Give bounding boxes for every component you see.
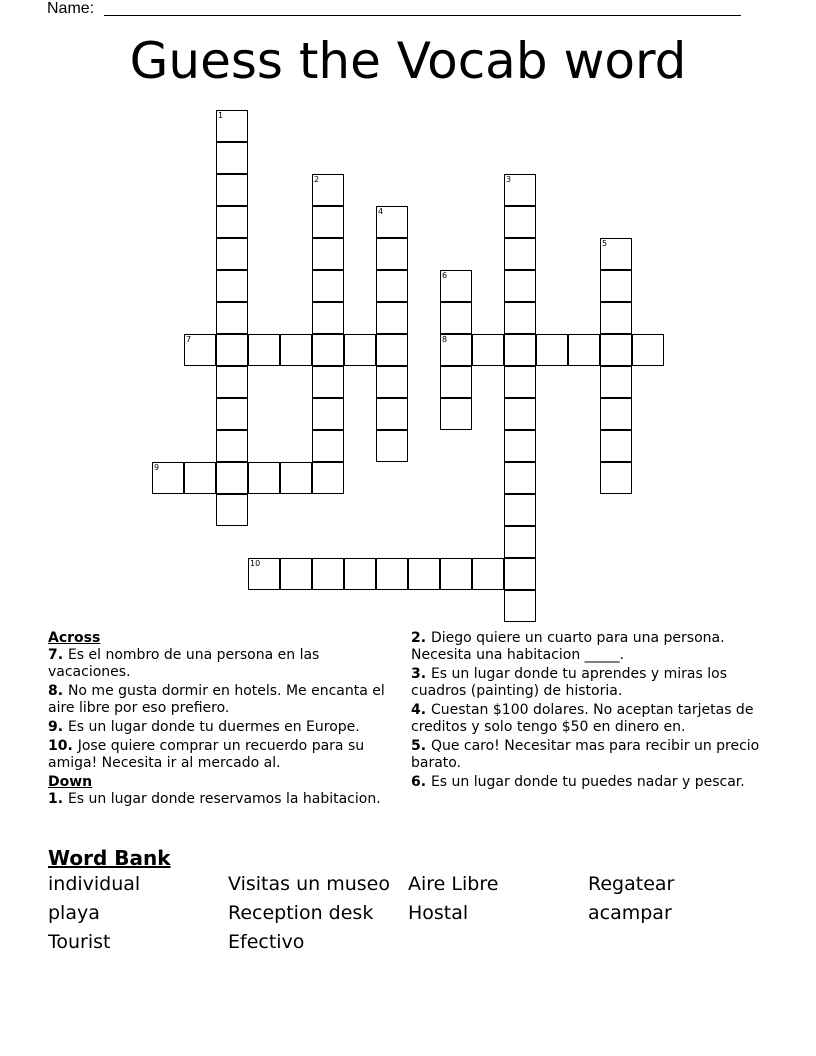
crossword-cell[interactable] xyxy=(376,302,408,334)
clue-item xyxy=(411,774,767,791)
crossword-cell[interactable] xyxy=(280,462,312,494)
crossword-cell[interactable] xyxy=(216,366,248,398)
crossword-cell[interactable] xyxy=(312,174,344,206)
crossword-cell[interactable] xyxy=(312,462,344,494)
name-label: Name: xyxy=(47,0,95,17)
crossword-cell[interactable] xyxy=(600,334,632,366)
clue-item xyxy=(48,719,393,736)
crossword-cell[interactable] xyxy=(216,110,248,142)
crossword-cell[interactable] xyxy=(184,462,216,494)
crossword-cell[interactable] xyxy=(312,334,344,366)
crossword-cell[interactable] xyxy=(344,558,376,590)
crossword-cell[interactable] xyxy=(600,366,632,398)
clue-item xyxy=(411,738,767,772)
crossword-cell[interactable] xyxy=(248,558,280,590)
clue-item xyxy=(48,738,393,772)
clue-number: 9 xyxy=(154,463,160,472)
clues-right-column xyxy=(411,630,767,793)
crossword-cell[interactable] xyxy=(344,334,376,366)
crossword-cell[interactable] xyxy=(440,302,472,334)
clue-number: 1 xyxy=(218,111,224,120)
crossword-cell[interactable] xyxy=(376,270,408,302)
clue-number: 8 xyxy=(442,335,448,344)
crossword-cell[interactable] xyxy=(216,334,248,366)
clue-item-number: 10. xyxy=(48,738,78,754)
crossword-cell[interactable] xyxy=(504,526,536,558)
clue-item-text: Es un lugar donde tu duermes en Europe. xyxy=(67,719,360,735)
clue-item-text: Que caro! Necesitar mas para recibir un precio barato. xyxy=(411,738,760,771)
clue-item-text: Es el nombro de una persona en las vacaciones. xyxy=(48,647,320,680)
crossword-cell[interactable] xyxy=(216,142,248,174)
crossword-cell[interactable] xyxy=(216,398,248,430)
clue-item-text: No me gusta dormir en hotels. Me encanta el aire libre por eso prefiero. xyxy=(48,683,385,716)
word-bank-item: playa xyxy=(48,902,100,924)
crossword-cell[interactable] xyxy=(376,430,408,462)
crossword-cell[interactable] xyxy=(504,430,536,462)
crossword-cell[interactable] xyxy=(568,334,600,366)
crossword-cell[interactable] xyxy=(600,462,632,494)
word-bank-item: acampar xyxy=(588,902,672,924)
word-bank-item: Visitas un museo xyxy=(228,873,390,895)
crossword-cell[interactable] xyxy=(312,270,344,302)
clue-item-number: 9. xyxy=(48,719,68,735)
clue-item-number: 8. xyxy=(48,683,68,699)
crossword-cell[interactable] xyxy=(376,398,408,430)
crossword-cell[interactable] xyxy=(312,366,344,398)
crossword-cell[interactable] xyxy=(312,558,344,590)
crossword-cell[interactable] xyxy=(440,366,472,398)
crossword-cell[interactable] xyxy=(376,558,408,590)
clue-item-text: Es un lugar donde tu puedes nadar y pescar. xyxy=(430,774,745,790)
crossword-cell[interactable] xyxy=(440,334,472,366)
crossword-cell[interactable] xyxy=(248,334,280,366)
clue-item xyxy=(48,647,393,681)
crossword-cell[interactable] xyxy=(504,494,536,526)
clue-item-number: 5. xyxy=(411,738,431,754)
crossword-cell[interactable] xyxy=(600,302,632,334)
crossword-cell[interactable] xyxy=(376,366,408,398)
crossword-cell[interactable] xyxy=(504,558,536,590)
word-bank-item: Hostal xyxy=(408,902,469,924)
crossword-cell[interactable] xyxy=(504,590,536,622)
crossword-cell[interactable] xyxy=(472,558,504,590)
clue-item-number: 1. xyxy=(48,791,68,807)
crossword-cell[interactable] xyxy=(216,270,248,302)
crossword-cell[interactable] xyxy=(504,462,536,494)
crossword-cell[interactable] xyxy=(248,462,280,494)
crossword-cell[interactable] xyxy=(440,558,472,590)
word-bank-item: Aire Libre xyxy=(408,873,499,895)
crossword-cell[interactable] xyxy=(152,462,184,494)
crossword-cell[interactable] xyxy=(216,462,248,494)
clue-number: 2 xyxy=(314,175,320,184)
crossword-cell[interactable] xyxy=(632,334,664,366)
clue-item-text: Es un lugar donde tu aprendes y miras los cuadros (painting) de historia. xyxy=(411,666,727,699)
crossword-cell[interactable] xyxy=(312,206,344,238)
crossword-cell[interactable] xyxy=(216,430,248,462)
clue-item xyxy=(411,630,767,664)
down-clue-list-right xyxy=(411,630,767,791)
clues-left-column xyxy=(48,630,393,810)
clue-number: 7 xyxy=(186,335,192,344)
crossword-cell[interactable] xyxy=(280,558,312,590)
clue-number: 10 xyxy=(250,559,261,568)
crossword-cell[interactable] xyxy=(600,398,632,430)
crossword-cell[interactable] xyxy=(312,302,344,334)
across-heading: Across xyxy=(48,630,101,646)
word-bank-title: Word Bank xyxy=(48,846,171,870)
crossword-cell[interactable] xyxy=(600,238,632,270)
name-field-line[interactable] xyxy=(104,15,741,16)
word-bank-item: Reception desk xyxy=(228,902,374,924)
crossword-cell[interactable] xyxy=(600,270,632,302)
crossword-cell[interactable] xyxy=(216,174,248,206)
crossword-cell[interactable] xyxy=(216,206,248,238)
crossword-cell[interactable] xyxy=(408,558,440,590)
crossword-cell[interactable] xyxy=(504,334,536,366)
down-clue-list-left xyxy=(48,791,393,808)
crossword-cell[interactable] xyxy=(600,430,632,462)
clue-item-text: Diego quiere un cuarto para una persona. Necesita una habitacion _____. xyxy=(411,630,725,663)
crossword-cell[interactable] xyxy=(504,206,536,238)
clue-item-number: 2. xyxy=(411,630,431,646)
clue-number: 6 xyxy=(442,271,448,280)
clue-item xyxy=(48,683,393,717)
page-title: Guess the Vocab word xyxy=(129,32,687,90)
crossword-cell[interactable] xyxy=(376,334,408,366)
clue-number: 5 xyxy=(602,239,608,248)
clue-item-number: 7. xyxy=(48,647,68,663)
clue-item-text: Jose quiere comprar un recuerdo para su amiga! Necesita ir al mercado al. xyxy=(48,738,365,771)
crossword-cell[interactable] xyxy=(504,302,536,334)
clue-item-text: Cuestan $100 dolares. No aceptan tarjetas de creditos y solo tengo $50 en dinero en. xyxy=(411,702,754,735)
crossword-cell[interactable] xyxy=(280,334,312,366)
crossword-cell[interactable] xyxy=(440,398,472,430)
clue-item xyxy=(411,702,767,736)
crossword-cell[interactable] xyxy=(504,238,536,270)
word-bank-item: individual xyxy=(48,873,141,895)
clue-item-number: 3. xyxy=(411,666,431,682)
word-bank xyxy=(48,872,768,954)
crossword-cell[interactable] xyxy=(504,398,536,430)
across-clue-list xyxy=(48,647,393,772)
clue-item xyxy=(48,791,393,808)
crossword-cell[interactable] xyxy=(184,334,216,366)
crossword-cell[interactable] xyxy=(504,174,536,206)
crossword-cell[interactable] xyxy=(312,430,344,462)
word-bank-item: Tourist xyxy=(48,931,111,953)
crossword-cell[interactable] xyxy=(440,270,472,302)
crossword-cell[interactable] xyxy=(312,398,344,430)
crossword-cell[interactable] xyxy=(504,270,536,302)
crossword-cell[interactable] xyxy=(216,238,248,270)
crossword-cell[interactable] xyxy=(376,206,408,238)
clue-number: 4 xyxy=(378,207,384,216)
clue-number: 3 xyxy=(506,175,512,184)
crossword-cell[interactable] xyxy=(312,238,344,270)
crossword-cell[interactable] xyxy=(216,302,248,334)
word-bank-item: Efectivo xyxy=(228,931,305,953)
crossword-cell[interactable] xyxy=(376,238,408,270)
down-heading: Down xyxy=(48,774,93,790)
word-bank-item: Regatear xyxy=(588,873,675,895)
crossword-cell[interactable] xyxy=(472,334,504,366)
crossword-cell[interactable] xyxy=(536,334,568,366)
crossword-cell[interactable] xyxy=(216,494,248,526)
crossword-cell[interactable] xyxy=(504,366,536,398)
clue-item xyxy=(411,666,767,700)
clue-item-number: 4. xyxy=(411,702,431,718)
clue-item-number: 6. xyxy=(411,774,431,790)
clue-item-text: Es un lugar donde reservamos la habitacion. xyxy=(67,791,381,807)
